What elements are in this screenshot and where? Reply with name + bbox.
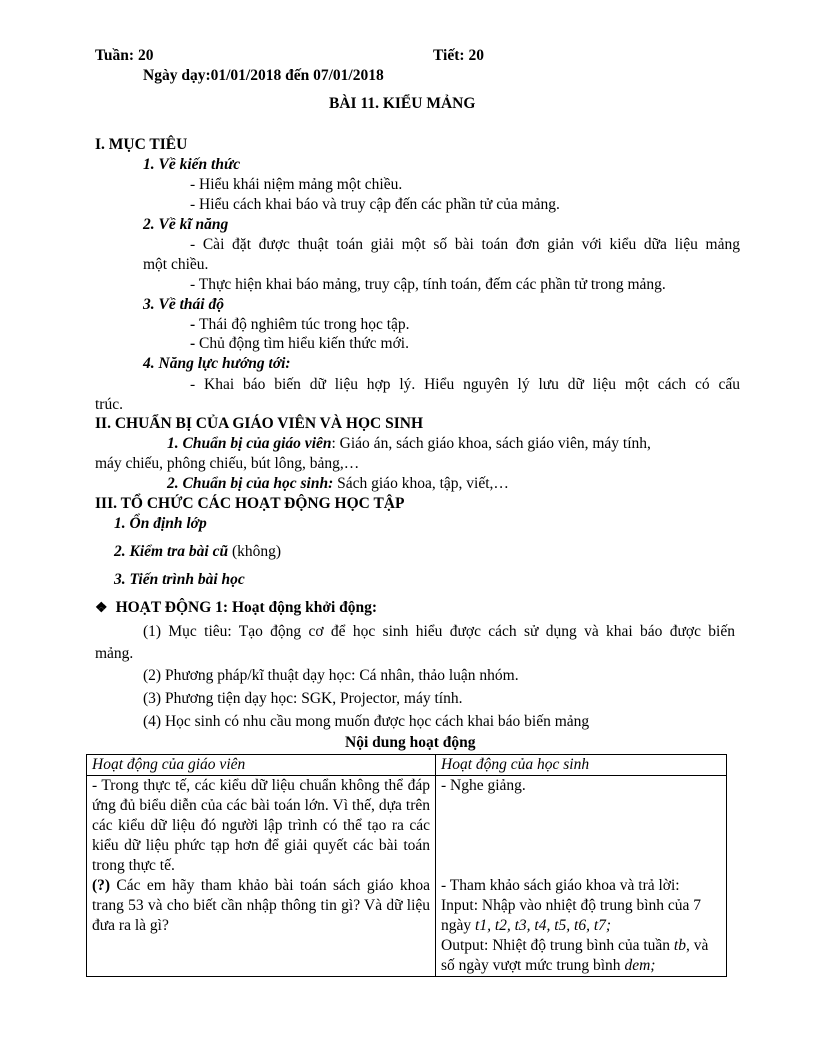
activity1-heading: ❖ HOẠT ĐỘNG 1: Hoạt động khởi động:	[95, 599, 378, 616]
teacher-column-header: Hoạt động của giáo viên	[87, 755, 436, 776]
section2-heading: II. CHUẨN BỊ CỦA GIÁO VIÊN VÀ HỌC SINH	[95, 415, 423, 432]
skills-item-2: - Thực hiện khai báo mảng, truy cập, tính toán, đếm các phần tử trong mảng.	[190, 276, 666, 293]
teacher-explanation: - Trong thực tế, các kiểu dữ liệu chuẩn không thể đáp ứng đủ biểu diễn của các bài toán lớn. Vì thế, dựa trên các kiểu dữ liệu đó người lập trình có thể tạo ra các kiểu dữ liệu phức tạp hơn để giải quyết các bài toán trong thực tế.	[92, 777, 430, 874]
week-label: Tuần: 20	[95, 47, 154, 64]
section3-heading: III. TỔ CHỨC CÁC HOẠT ĐỘNG HỌC TẬP	[95, 495, 405, 512]
activity1-objective-line-2: mảng.	[95, 645, 134, 662]
student-answer-intro: - Tham khảo sách giáo khoa và trả lời:	[441, 877, 680, 894]
activity1-method: (2) Phương pháp/kĩ thuật dạy học: Cá nhân, thảo luận nhóm.	[143, 667, 519, 684]
student-input: Input: Nhập vào nhiệt độ trung bình của 7 ngày t1, t2, t3, t4, t5, t6, t7;	[441, 897, 702, 934]
activity-table	[86, 754, 727, 977]
teacher-preparation-line-2: máy chiếu, phông chiếu, bút lông, bảng,…	[95, 455, 360, 472]
lesson-title: BÀI 11. KIỂU MẢNG	[329, 95, 476, 112]
student-output: Output: Nhiệt độ trung bình của tuần tb, và số ngày vượt mức trung bình dem;	[441, 937, 709, 974]
content-title: Nội dung hoạt động	[345, 734, 476, 751]
competence-line-1: - Khai báo biến dữ liệu hợp lý. Hiểu nguyên lý lưu dữ liệu một cách có cấu	[190, 376, 740, 393]
lesson-progress: 3. Tiến trình bài học	[114, 571, 245, 588]
knowledge-item-2: - Hiểu cách khai báo và truy cập đến các phần tử của mảng.	[190, 196, 560, 213]
skills-item-1-line-2: một chiều.	[143, 256, 209, 273]
student-preparation: 2. Chuẩn bị của học sinh: Sách giáo khoa, tập, viết,…	[167, 475, 509, 492]
student-listen: - Nghe giảng.	[441, 777, 526, 794]
teacher-preparation: 1. Chuẩn bị của giáo viên: Giáo án, sách giáo khoa, sách giáo viên, máy tính,	[167, 435, 651, 452]
knowledge-item-1: - Hiểu khái niệm mảng một chiều.	[190, 176, 403, 193]
attitude-item-1: - Thái độ nghiêm túc trong học tập.	[190, 316, 410, 333]
skills-title: 2. Về kĩ năng	[143, 216, 229, 233]
period-label: Tiết: 20	[433, 47, 484, 64]
old-lesson-check: 2. Kiểm tra bài cũ (không)	[114, 543, 282, 560]
skills-item-1-line-1: - Cài đặt được thuật toán giải một số bài toán đơn giản với kiểu dữa liệu mảng	[190, 236, 740, 253]
section1-heading: I. MỤC TIÊU	[95, 136, 188, 153]
attitude-title: 3. Về thái độ	[143, 296, 224, 313]
student-column-header: Hoạt động của học sinh	[436, 755, 727, 776]
knowledge-title: 1. Về kiến thức	[143, 156, 241, 173]
class-stabilization: 1. Ổn định lớp	[114, 515, 207, 532]
activity1-need: (4) Học sinh có nhu cầu mong muốn được học cách khai báo biến mảng	[143, 713, 590, 730]
teaching-date: Ngày dạy:01/01/2018 đến 07/01/2018	[143, 67, 384, 84]
teacher-question: (?) Các em hãy tham khảo bài toán sách giáo khoa trang 53 và cho biết cần nhập thông tin gì? Và dữ liệu đưa ra là gì?	[92, 877, 430, 934]
student-activity-cell	[436, 776, 727, 977]
diamond-bullet-icon: ❖	[95, 601, 108, 616]
table-header-row	[87, 755, 727, 776]
teacher-activity-cell	[87, 776, 436, 977]
activity1-means: (3) Phương tiện dạy học: SGK, Projector, máy tính.	[143, 690, 463, 707]
activity1-objective: (1) Mục tiêu: Tạo động cơ để học sinh hiểu được cách sử dụng và khai báo được biến	[143, 623, 735, 640]
table-row	[87, 776, 727, 977]
competence-line-2: trúc.	[95, 396, 123, 413]
attitude-item-2: - Chủ động tìm hiểu kiến thức mới.	[190, 335, 409, 352]
competence-title: 4. Năng lực hướng tới:	[143, 355, 291, 372]
